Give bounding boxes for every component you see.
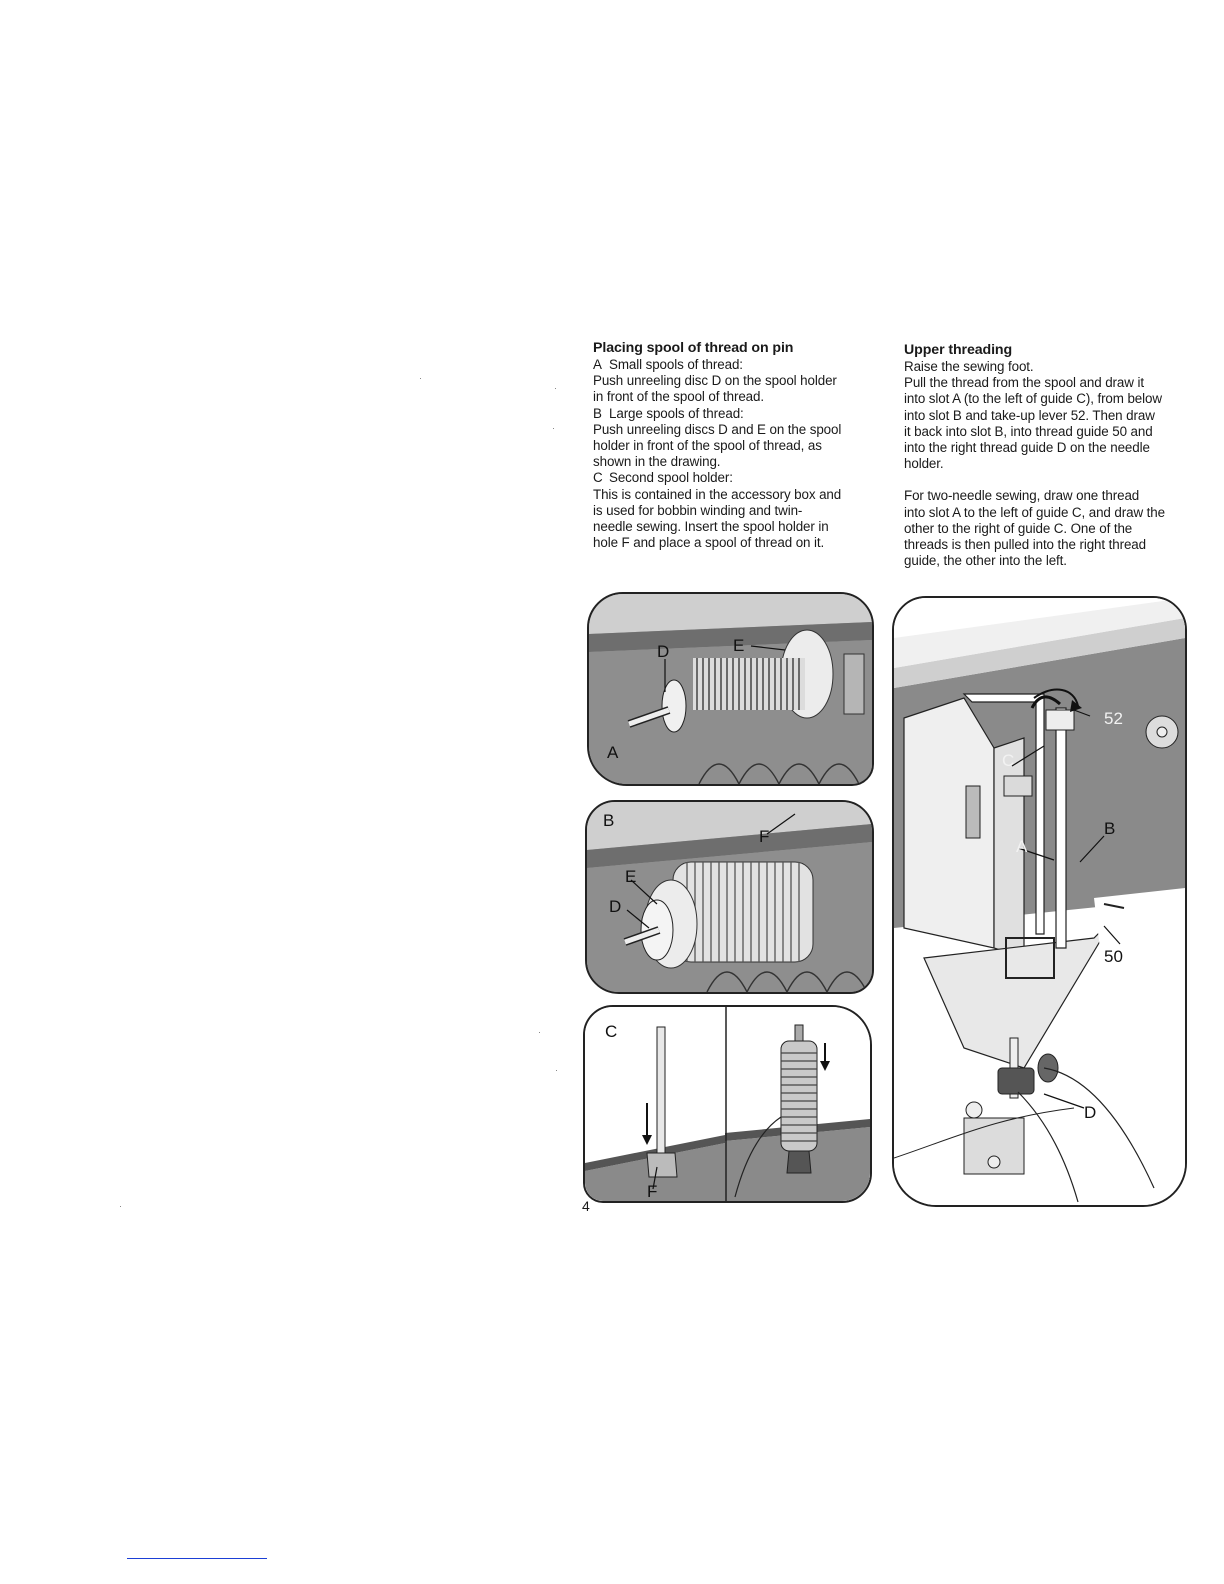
label-f: F xyxy=(759,827,770,846)
scan-speck xyxy=(539,1032,540,1033)
text-line: into slot A to the left of guide C, and draw the xyxy=(904,504,1165,520)
scan-speck xyxy=(553,428,554,429)
item-title: Small spools of thread: xyxy=(609,357,743,372)
text-line: threads is then pulled into the right thread xyxy=(904,537,1146,553)
figure-upper-threading xyxy=(892,596,1187,1207)
label-d: D xyxy=(1084,1103,1097,1122)
instruction-item-b xyxy=(593,406,883,422)
label-e: E xyxy=(625,867,637,886)
item-key: C xyxy=(593,470,603,486)
text-line: This is contained in the accessory box and xyxy=(593,486,842,502)
text-line: in front of the spool of thread. xyxy=(593,389,764,405)
threading-paragraph xyxy=(904,359,1194,472)
threading-instructions xyxy=(904,342,1194,569)
text-line: into slot A (to the left of guide C), from below xyxy=(904,391,1162,407)
label-e: E xyxy=(733,636,745,655)
label-52: 52 xyxy=(1104,709,1123,728)
scan-speck xyxy=(556,1070,557,1071)
item-body xyxy=(593,487,883,552)
figure-large-spool xyxy=(585,800,874,994)
label-d: D xyxy=(609,897,622,916)
text-line: it back into slot B, into thread guide 50 and xyxy=(904,423,1153,439)
text-line: holder in front of the spool of thread, as xyxy=(593,438,822,454)
label-b: B xyxy=(1104,819,1116,838)
text-line: into slot B and take-up lever 52. Then draw xyxy=(904,407,1155,423)
item-key: A xyxy=(593,357,602,372)
label-a: A xyxy=(607,743,619,762)
text-line: into the right thread guide D on the needle xyxy=(904,440,1150,456)
item-title: Large spools of thread: xyxy=(609,405,744,421)
text-line: needle sewing. Insert the spool holder in xyxy=(593,519,829,535)
threading-heading: Upper threading xyxy=(904,342,1013,358)
text-line: shown in the drawing. xyxy=(593,454,721,470)
text-line: Push unreeling disc D on the spool holder xyxy=(593,373,837,389)
text-line: is used for bobbin winding and twin- xyxy=(593,502,803,518)
item-title: Second spool holder: xyxy=(609,470,733,486)
text-line: guide, the other into the left. xyxy=(904,553,1067,569)
label-c: C xyxy=(605,1022,618,1041)
item-body xyxy=(593,373,883,405)
two-needle-paragraph xyxy=(904,488,1194,569)
label-c: C xyxy=(1002,751,1015,770)
page-number: 4 xyxy=(582,1198,590,1214)
item-key: B xyxy=(593,405,602,421)
label-a: A xyxy=(1016,837,1028,856)
figure-second-spool-holder xyxy=(583,1005,872,1203)
spool-instructions xyxy=(593,340,883,551)
label-f: F xyxy=(647,1182,658,1201)
text-line: Pull the thread from the spool and draw it xyxy=(904,375,1144,391)
link-underline xyxy=(127,1558,267,1559)
scan-speck xyxy=(420,378,421,379)
label-b: B xyxy=(603,811,615,830)
text-line: hole F and place a spool of thread on it. xyxy=(593,535,825,551)
scan-speck xyxy=(120,1206,121,1207)
text-line: For two-needle sewing, draw one thread xyxy=(904,488,1140,504)
figure-small-spool xyxy=(587,592,874,786)
text-line: other to the right of guide C. One of the xyxy=(904,520,1133,536)
text-line: holder. xyxy=(904,456,944,472)
instruction-item-a xyxy=(593,357,883,373)
instruction-item-c xyxy=(593,470,883,486)
spool-heading: Placing spool of thread on pin xyxy=(593,340,794,356)
text-line: Push unreeling discs D and E on the spool xyxy=(593,421,842,437)
label-d: D xyxy=(657,642,670,661)
scan-speck xyxy=(555,388,556,389)
text-line: Raise the sewing foot. xyxy=(904,359,1034,374)
label-50: 50 xyxy=(1104,947,1123,966)
item-body xyxy=(593,422,883,471)
